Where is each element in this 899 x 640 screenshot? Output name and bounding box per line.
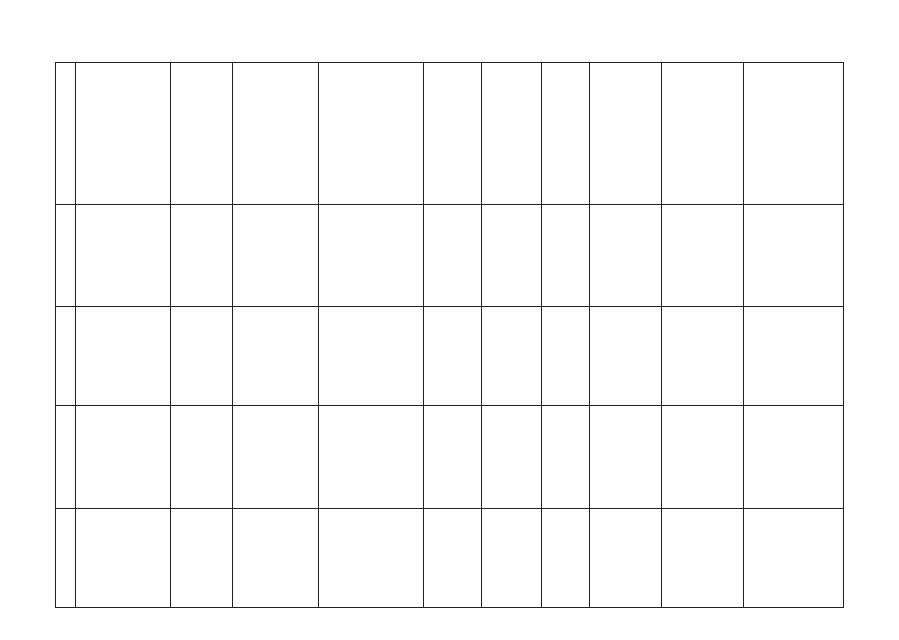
cell-start-date: [424, 406, 482, 509]
cell-benefit-type: [542, 406, 590, 509]
cell-benefit-description: [233, 205, 319, 307]
cell-legal-act: [76, 63, 171, 205]
cell-start-date: [424, 509, 482, 608]
cell-beneficiaries: [319, 307, 424, 406]
cell-tax-kind: [590, 509, 662, 608]
cell-row-number: [56, 406, 76, 509]
cell-program: [662, 406, 744, 509]
cell-program: [662, 509, 744, 608]
cell-curator: [744, 406, 844, 509]
cell-legal-act: [76, 307, 171, 406]
cell-benefit-description: [233, 509, 319, 608]
cell-beneficiaries: [319, 509, 424, 608]
cell-curator: [744, 307, 844, 406]
cell-benefit-description: [233, 63, 319, 205]
table-row: [56, 63, 844, 205]
cell-tax-kind: [590, 406, 662, 509]
cell-beneficiaries: [319, 406, 424, 509]
cell-program: [662, 307, 744, 406]
cell-article: [171, 406, 233, 509]
cell-benefit-type: [542, 509, 590, 608]
cell-curator: [744, 63, 844, 205]
cell-program: [662, 63, 744, 205]
table-row: [56, 307, 844, 406]
cell-end-date: [482, 509, 542, 608]
cell-benefit-description: [233, 406, 319, 509]
cell-curator: [744, 509, 844, 608]
tax-benefits-table: [55, 62, 844, 608]
cell-benefit-description: [233, 307, 319, 406]
cell-legal-act: [76, 406, 171, 509]
cell-article: [171, 63, 233, 205]
cell-end-date: [482, 63, 542, 205]
cell-row-number: [56, 509, 76, 608]
cell-article: [171, 307, 233, 406]
cell-end-date: [482, 307, 542, 406]
cell-program: [662, 205, 744, 307]
cell-beneficiaries: [319, 205, 424, 307]
table-row: [56, 509, 844, 608]
cell-row-number: [56, 307, 76, 406]
cell-start-date: [424, 307, 482, 406]
cell-tax-kind: [590, 205, 662, 307]
cell-beneficiaries: [319, 63, 424, 205]
table-row: [56, 406, 844, 509]
cell-end-date: [482, 406, 542, 509]
cell-legal-act: [76, 205, 171, 307]
cell-end-date: [482, 205, 542, 307]
cell-article: [171, 205, 233, 307]
cell-benefit-type: [542, 205, 590, 307]
cell-row-number: [56, 63, 76, 205]
cell-benefit-type: [542, 307, 590, 406]
cell-article: [171, 509, 233, 608]
cell-tax-kind: [590, 63, 662, 205]
cell-benefit-type: [542, 63, 590, 205]
cell-tax-kind: [590, 307, 662, 406]
cell-legal-act: [76, 509, 171, 608]
cell-curator: [744, 205, 844, 307]
cell-row-number: [56, 205, 76, 307]
cell-start-date: [424, 205, 482, 307]
table-row: [56, 205, 844, 307]
cell-start-date: [424, 63, 482, 205]
